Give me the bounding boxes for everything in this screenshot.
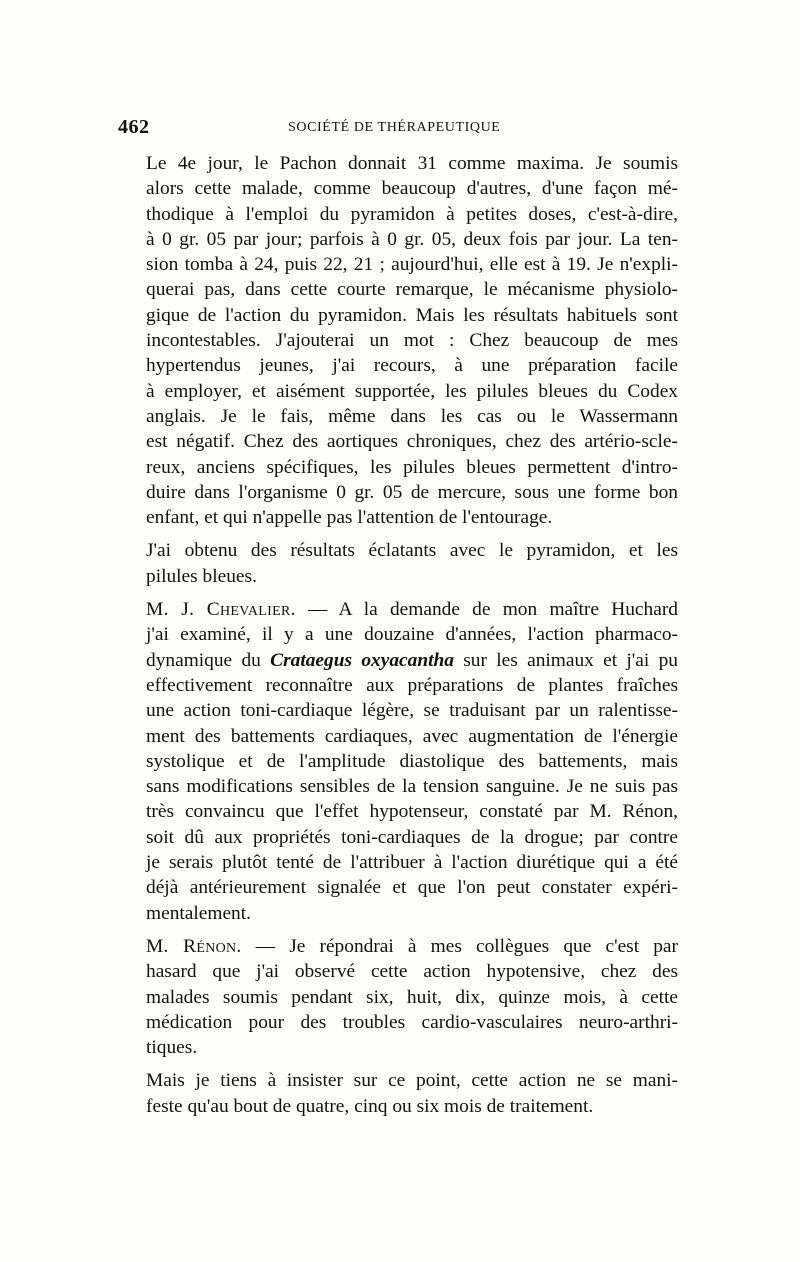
text-line: une action toni-cardiaque légère, se traduisant par un ralentisse- bbox=[146, 700, 678, 722]
text-line: enfant, et qui n'appelle pas l'attention de l'entourage. bbox=[146, 507, 553, 529]
text-line: reux, anciens spécifiques, les pilules bleues permettent d'intro- bbox=[146, 456, 678, 478]
running-head bbox=[118, 116, 676, 140]
text-line: déjà antérieurement signalée et que l'on peut constater expéri- bbox=[146, 877, 678, 899]
text-line: malades soumis pendant six, huit, dix, quinze mois, à cette bbox=[146, 986, 678, 1008]
paragraph-results bbox=[118, 538, 678, 589]
text-line: à 0 gr. 05 par jour; parfois à 0 gr. 05, deux fois par jour. La ten- bbox=[146, 228, 678, 250]
text-line bbox=[118, 597, 678, 622]
text-line: systolique et de l'amplitude diastolique des battements, mais bbox=[146, 750, 678, 772]
text-line: Le 4e jour, le Pachon donnait 31 comme maxima. Je soumis bbox=[146, 153, 678, 174]
text-line: Mais je tiens à insister sur ce point, cette action ne se mani- bbox=[146, 1070, 678, 1092]
text-line: alors cette malade, comme beaucoup d'autres, d'une façon mé- bbox=[146, 178, 678, 200]
running-title: SOCIÉTÉ DE THÉRAPEUTIQUE bbox=[288, 120, 501, 135]
text-line: mentalement. bbox=[146, 902, 251, 924]
text-line: médication pour des troubles cardio-vasculaires neuro-arthri- bbox=[146, 1011, 678, 1033]
text-line: à employer, et aisément supportée, les pilules bleues du Codex bbox=[146, 380, 678, 402]
text-line: j'ai examiné, il y a une douzaine d'années, l'action pharmaco- bbox=[146, 624, 678, 646]
speaker-name: M. J. Chevalier. bbox=[146, 599, 296, 621]
text-line: querai pas, dans cette courte remarque, le mécanisme physiolo- bbox=[146, 279, 678, 301]
text-line: duire dans l'organisme 0 gr. 05 de mercure, sous une forme bon bbox=[146, 481, 678, 503]
body-text bbox=[118, 151, 678, 1119]
text-line: ment des battements cardiaques, avec augmentation de l'énergie bbox=[146, 725, 678, 747]
paragraph-renon bbox=[118, 934, 678, 1060]
species-name: Crataegus oxyacantha bbox=[270, 649, 454, 671]
text-line: incontestables. J'ajouterai un mot : Chez beaucoup de mes bbox=[146, 330, 678, 352]
text-fragment: dynamique du bbox=[146, 649, 261, 671]
speaker-name: M. Rénon. bbox=[146, 935, 242, 957]
text-line bbox=[118, 934, 678, 959]
text-line: tiques. bbox=[146, 1037, 198, 1059]
text-line: effectivement reconnaître aux préparations de plantes fraîches bbox=[146, 674, 678, 696]
text-line: anglais. Je le fais, même dans les cas ou le Wassermann bbox=[146, 405, 678, 427]
text-fragment: — A la demande de mon maître Huchard bbox=[295, 599, 678, 621]
text-line: gique de l'action du pyramidon. Mais les résultats habituels sont bbox=[146, 304, 678, 326]
text-line: thodique à l'emploi du pyramidon à petites doses, c'est-à-dire, bbox=[146, 203, 678, 225]
text-line: très convaincu que l'effet hypotenseur, constaté par M. Rénon, bbox=[146, 801, 678, 823]
text-line: hasard que j'ai observé cette action hypotensive, chez des bbox=[146, 961, 678, 983]
paragraph-pyramidon bbox=[118, 151, 678, 530]
paragraph-insist bbox=[118, 1068, 678, 1119]
text-line: pilules bleues. bbox=[146, 565, 257, 587]
text-line: hypertendus jeunes, j'ai recours, à une préparation facile bbox=[146, 355, 678, 377]
text-line: feste qu'au bout de quatre, cinq ou six mois de traitement. bbox=[146, 1095, 594, 1117]
text-line: je serais plutôt tenté de l'attribuer à l'action diurétique qui a été bbox=[146, 852, 678, 874]
text-line: J'ai obtenu des résultats éclatants avec le pyramidon, et les bbox=[146, 540, 678, 562]
text-line: sans modifications sensibles de la tension sanguine. Je ne suis pas bbox=[146, 776, 678, 798]
page-number: 462 bbox=[118, 116, 150, 138]
text-line bbox=[118, 648, 678, 673]
text-fragment: — Je répondrai à mes collègues que c'est par bbox=[241, 935, 678, 957]
text-line: est négatif. Chez des aortiques chroniques, chez des artério-scle- bbox=[146, 431, 678, 453]
text-fragment: sur les animaux et j'ai pu bbox=[463, 649, 678, 671]
text-line: sion tomba à 24, puis 22, 21 ; aujourd'hui, elle est à 19. Je n'expli- bbox=[146, 254, 678, 276]
text-line: soit dû aux propriétés toni-cardiaques de la drogue; par contre bbox=[146, 826, 678, 848]
paragraph-chevalier bbox=[118, 597, 678, 926]
